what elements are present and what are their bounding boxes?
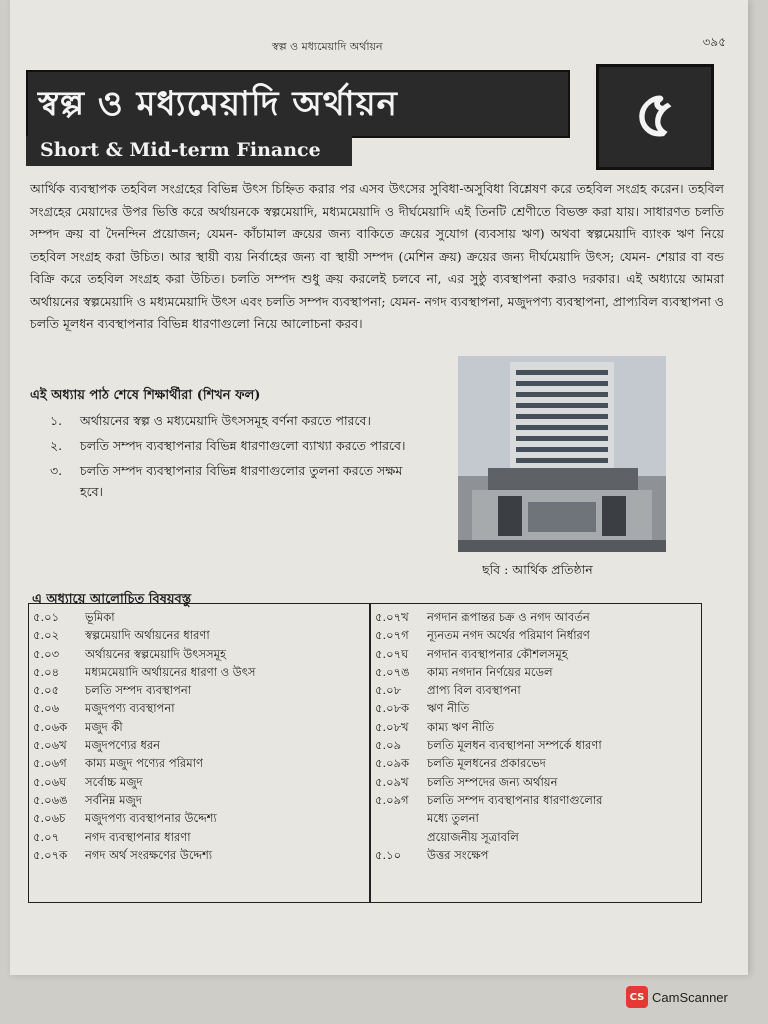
toc-text: ভূমিকা <box>85 610 115 624</box>
toc-heading: এ অধ্যায়ে আলোচিত বিষয়বস্তু <box>32 592 192 607</box>
toc-row <box>375 681 697 699</box>
contents-table <box>28 603 702 903</box>
toc-number: ৫.০৮খ <box>375 719 409 734</box>
toc-number: ৫.০২ <box>33 628 60 643</box>
toc-row <box>33 663 367 681</box>
toc-row <box>375 828 697 846</box>
toc-row <box>375 773 697 791</box>
building-illustration <box>458 356 666 552</box>
toc-text: কাম্য মজুদ পণ্যের পরিমাণ <box>85 756 203 771</box>
chapter-title-english: Short & Mid-term Finance <box>40 139 321 161</box>
toc-text: নগদ অর্থ সংরক্ষণের উদ্দেশ্য <box>85 847 213 862</box>
toc-text: চলতি সম্পদের জন্য অর্থায়ন <box>427 774 558 789</box>
toc-text: ঋণ নীতি <box>427 701 470 716</box>
toc-text: ন্যূনতম নগদ অর্থের পরিমাণ নির্ধারণ <box>427 628 590 643</box>
toc-number: ৫.০৬ <box>33 701 60 716</box>
toc-row <box>33 699 367 717</box>
objective-number: ১. <box>50 413 63 428</box>
toc-row <box>33 809 367 827</box>
toc-number: ৫.০৭ঘ <box>375 646 409 661</box>
chapter-subtitle-banner <box>26 136 352 166</box>
toc-row <box>375 754 697 772</box>
toc-text: মজুদ কী <box>85 719 123 734</box>
toc-row <box>33 681 367 699</box>
toc-number: ৫.০৭ক <box>33 847 68 862</box>
toc-number: ৫.০৮ <box>375 683 402 698</box>
camscanner-label: CamScanner <box>652 989 728 1005</box>
objective-item <box>50 410 410 431</box>
toc-text: নগদ ব্যবস্থাপনার ধারণা <box>85 829 191 844</box>
chapter-title-banner <box>26 70 570 138</box>
toc-text: চলতি মূলধনের প্রকারভেদ <box>427 756 546 771</box>
objective-text: অর্থায়নের স্বল্প ও মধ্যমেয়াদি উৎসসমূহ বর্ণনা করতে পারবে। <box>80 413 371 428</box>
toc-number: ৫.০৯ <box>375 738 402 753</box>
toc-text: মধ্যমমেয়াদি অর্থায়নের ধারণা ও উৎস <box>85 664 256 679</box>
toc-row <box>375 663 697 681</box>
toc-number: ৫.০৬চ <box>33 811 66 826</box>
toc-text: সর্বোচ্চ মজুদ <box>85 774 143 789</box>
toc-number <box>375 828 427 846</box>
toc-number: ৫.০৬ক <box>33 719 68 734</box>
toc-row <box>33 846 367 864</box>
toc-row <box>375 846 697 864</box>
toc-number: ৫.০৬ঙ <box>33 792 68 807</box>
toc-row <box>33 608 367 626</box>
objective-number: ৩. <box>50 463 63 478</box>
toc-row <box>375 626 697 644</box>
column-divider <box>369 604 371 902</box>
objective-text: চলতি সম্পদ ব্যবস্থাপনার বিভিন্ন ধারণাগুলোর তুলনা করতে সক্ষম হবে। <box>80 463 403 499</box>
toc-text: প্রয়োজনীয় সূত্রাবলি <box>427 829 519 844</box>
camscanner-logo-icon: CS <box>626 986 648 1008</box>
objectives-list <box>50 410 410 506</box>
toc-number: ৫.০৭খ <box>375 610 409 624</box>
toc-number: ৫.০৯ক <box>375 756 410 771</box>
toc-number: ৫.০১ <box>33 610 60 624</box>
toc-text: নগদান ব্যবস্থাপনার কৌশলসমূহ <box>427 646 568 661</box>
chapter-number-box <box>596 64 714 170</box>
chapter-number: ৫ <box>634 77 676 152</box>
toc-number: ৫.০৬খ <box>33 738 67 753</box>
intro-paragraph: আর্থিক ব্যবস্থাপক তহবিল সংগ্রহের বিভিন্ন উৎস চিহ্নিত করার পর এসব উৎসের সুবিধা-অসুবিধা বিশ্লেষণ করে তহবিল সংগ্রহ করেন। তহবিল সংগ্রহের মেয়াদের উপর ভিত্তি করে অর্থায়নকে স্বল্পমেয়াদি, মধ্যমমেয়াদি ও দীর্ঘমেয়াদি এই তিনটি শ্রেণীতে বিভক্ত করা যায়। সাধারণত চলতি সম্পদ ক্রয় বা দৈনন্দিন প্রয়োজন; যেমন- কাঁচামাল ক্রয়ের জন্য বাকিতে ক্রয়ের সুযোগ (ব্যবসায় ঋণ) অথবা স্বল্পমেয়াদি ব্যাংক ঋণ নিয়ে তহবিল সংগ্রহ করা উচিত। আর স্থায়ী ব্যয় নির্বাহের জন্য বা স্থায়ী সম্পদ (মেশিন ক্রয়) ক্রয়ের জন্য দীর্ঘমেয়াদি উৎস; যেমন- শেয়ার বা বন্ড বিক্রি করে তহবিল সংগ্রহ করা উচিত। চলতি সম্পদ শুধু ক্রয় করলেই চলবে না, এর সুষ্ঠু ব্যবস্থাপনা করাও দরকার। এই অধ্যায়ে আমরা অর্থায়নের স্বল্পমেয়াদি ও মধ্যমমেয়াদি উৎস এবং চলতি সম্পদ ব্যবস্থাপনা; যেমন- নগদ ব্যবস্থাপনা, মজুদপণ্য ব্যবস্থাপনা, প্রাপ্যবিল ব্যবস্থাপনা ও চলতি মূলধন ব্যবস্থাপনার বিভিন্ন ধারণাগুলো নিয়ে আলোচনা করব। <box>30 181 724 331</box>
objective-item <box>50 460 410 502</box>
toc-text: মজুদপণ্য ব্যবস্থাপনার উদ্দেশ্য <box>85 811 217 826</box>
objective-item <box>50 435 410 456</box>
toc-text: মজুদপণ্যের ধরন <box>85 738 161 753</box>
toc-row <box>375 718 697 736</box>
objective-text: চলতি সম্পদ ব্যবস্থাপনার বিভিন্ন ধারণাগুলো ব্যাখ্যা করতে পারবে। <box>80 438 406 453</box>
toc-row <box>33 645 367 663</box>
toc-row <box>375 736 697 754</box>
toc-row <box>33 754 367 772</box>
toc-right-column <box>375 608 697 864</box>
toc-text: চলতি সম্পদ ব্যবস্থাপনার ধারণাগুলোর <box>427 792 603 807</box>
toc-number <box>375 809 427 827</box>
financial-institution-photo <box>458 356 666 552</box>
toc-number: ৫.০৬গ <box>33 756 67 771</box>
book-page <box>10 0 748 975</box>
toc-text: চলতি সম্পদ ব্যবস্থাপনা <box>85 683 192 698</box>
toc-text: উত্তর সংক্ষেপ <box>427 847 489 862</box>
toc-text: কাম্য নগদান নির্ণয়ের মডেল <box>427 664 553 679</box>
objective-number: ২. <box>50 438 63 453</box>
toc-row <box>375 608 697 626</box>
toc-number: ৫.০৭ <box>33 829 60 844</box>
toc-left-column <box>33 608 367 864</box>
toc-text: কাম্য ঋণ নীতি <box>427 719 494 734</box>
toc-row <box>375 699 697 717</box>
camscanner-watermark <box>626 986 728 1008</box>
figure-caption: ছবি : আর্থিক প্রতিষ্ঠান <box>482 562 593 577</box>
toc-number: ৫.০৯গ <box>375 792 409 807</box>
toc-text: সর্বনিম্ন মজুদ <box>85 792 142 807</box>
toc-number: ৫.০৮ক <box>375 701 410 716</box>
toc-text: মধ্যে তুলনা <box>427 811 479 826</box>
toc-text: মজুদপণ্য ব্যবস্থাপনা <box>85 701 175 716</box>
page-number: ৩৯৫ <box>702 35 726 49</box>
toc-row <box>33 828 367 846</box>
toc-row <box>375 809 697 827</box>
chapter-title-bengali: স্বল্প ও মধ্যমেয়াদি অর্থায়ন <box>38 84 398 124</box>
toc-number: ৫.০৫ <box>33 683 60 698</box>
toc-text: প্রাপ্য বিল ব্যবস্থাপনা <box>427 683 521 698</box>
toc-number: ৫.১০ <box>375 847 402 862</box>
toc-number: ৫.০৭গ <box>375 628 409 643</box>
toc-row <box>33 773 367 791</box>
toc-row <box>375 791 697 809</box>
toc-row <box>33 718 367 736</box>
toc-number: ৫.০৯খ <box>375 774 409 789</box>
toc-row <box>33 791 367 809</box>
objectives-heading: এই অধ্যায় পাঠ শেষে শিক্ষার্থীরা (শিখন ফল) <box>30 388 261 403</box>
toc-row <box>375 645 697 663</box>
toc-row <box>33 626 367 644</box>
toc-number: ৫.০৪ <box>33 664 60 679</box>
toc-row <box>33 736 367 754</box>
toc-number: ৫.০৬ঘ <box>33 774 67 789</box>
running-header: স্বল্প ও মধ্যমেয়াদি অর্থায়ন <box>272 40 383 53</box>
toc-text: নগদান রূপান্তর চক্র ও নগদ আবর্তন <box>427 610 590 624</box>
toc-text: চলতি মূলধন ব্যবস্থাপনা সম্পর্কে ধারণা <box>427 738 602 753</box>
toc-number: ৫.০৩ <box>33 646 60 661</box>
toc-number: ৫.০৭ঙ <box>375 664 410 679</box>
toc-text: অর্থায়নের স্বল্পমেয়াদি উৎসসমূহ <box>85 646 227 661</box>
toc-text: স্বল্পমেয়াদি অর্থায়নের ধারণা <box>85 628 210 643</box>
